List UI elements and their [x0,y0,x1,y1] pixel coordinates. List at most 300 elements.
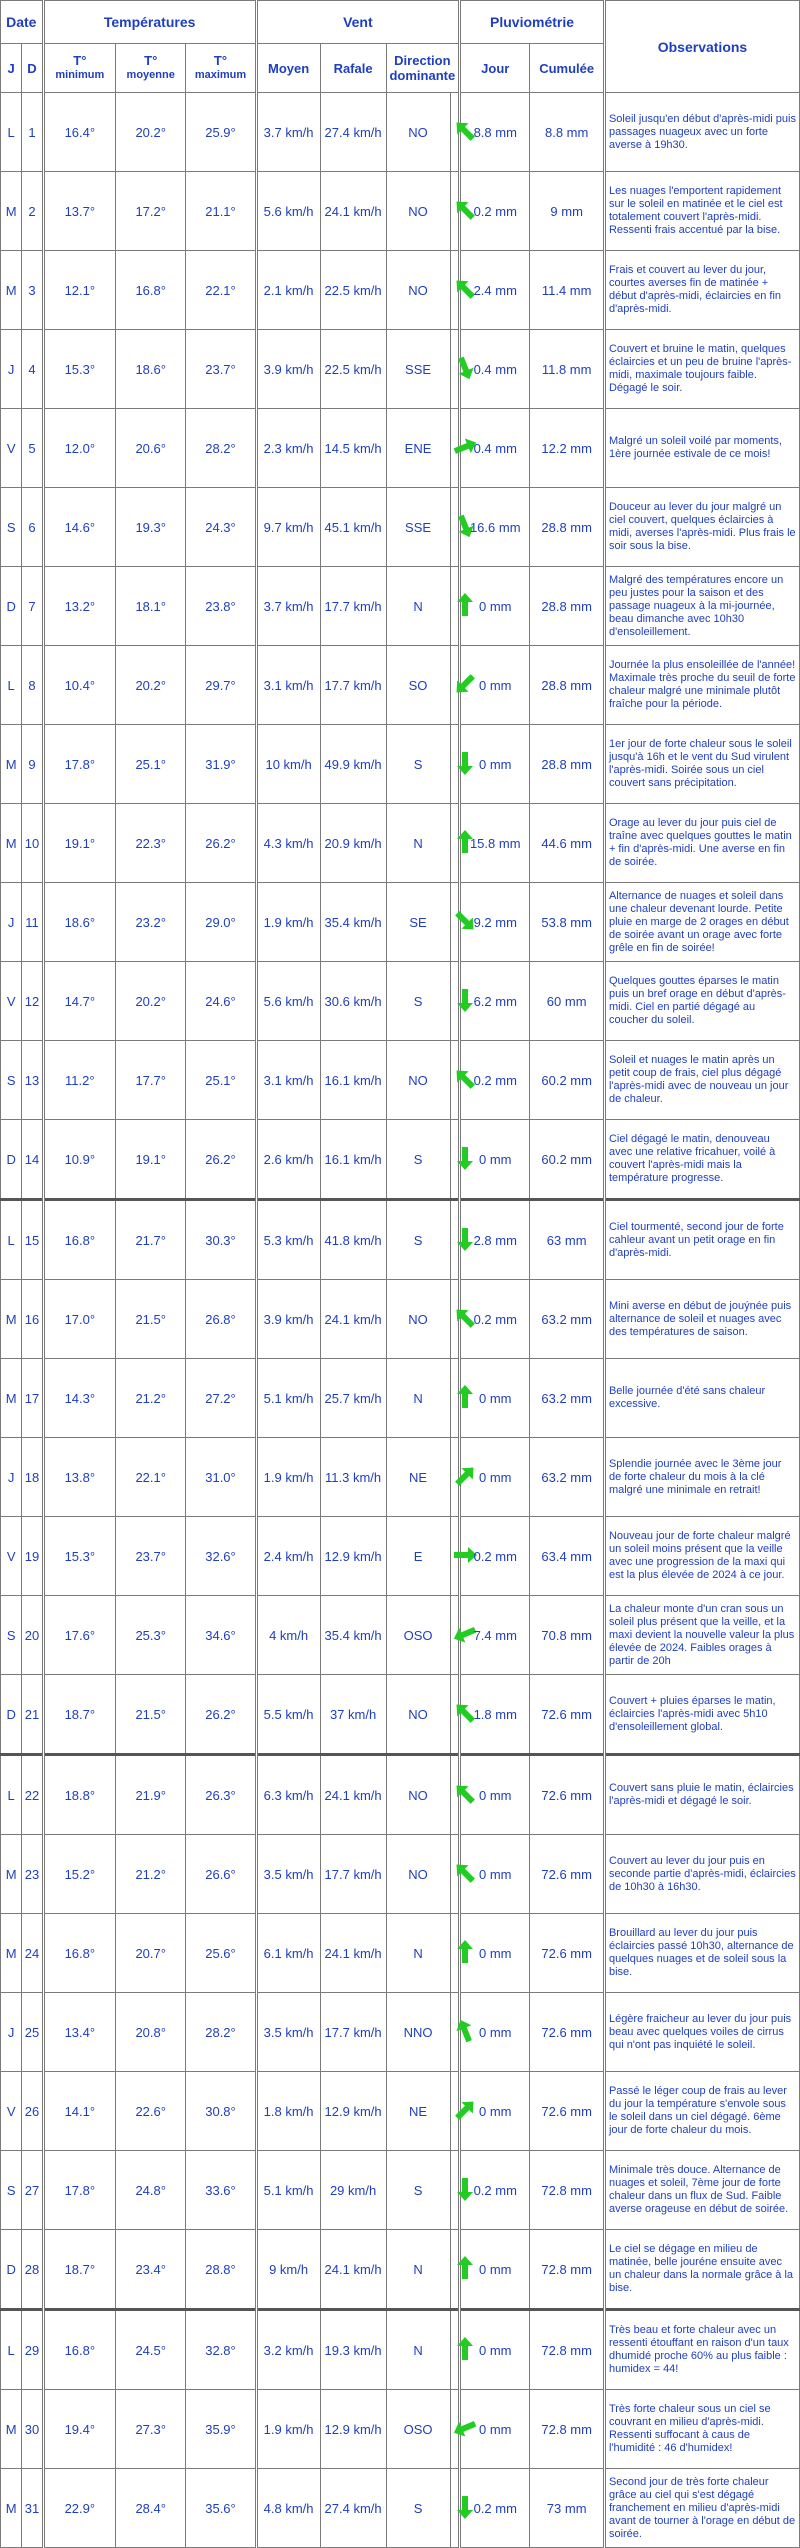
observation-cell: Splendie journée avec le 3ème jour de forte chaleur du mois à la clé malgré une minimale en retrait! [604,1438,799,1517]
temp-min-cell: 11.2° [43,1041,115,1120]
temp-avg-cell: 24.5° [116,2310,186,2390]
rain-cumulative-cell: 72.8 mm [530,2230,605,2310]
wind-direction-cell: NO [386,1041,450,1120]
temp-min-cell: 13.7° [43,172,115,251]
observation-cell: Soleil et nuages le matin après un petit coup de frais, ciel plus dégagé l'après-midi avec de nouveau un jour de chaleur. [604,1041,799,1120]
observation-cell: Le ciel se dégage en milieu de matinée, belle jouréne ensuite avec un chaleur dans la normale grâce à la bise. [604,2230,799,2310]
wind-arrow-cell [450,1280,460,1359]
temp-min-cell: 10.9° [43,1120,115,1200]
wind-arrow-cell [450,251,460,330]
rain-cumulative-cell: 63.4 mm [530,1517,605,1596]
weekday-cell: V [1,1517,22,1596]
wind-avg-cell: 3.7 km/h [256,567,320,646]
wind-avg-cell: 5.6 km/h [256,962,320,1041]
weekday-cell: M [1,172,22,251]
temp-min-cell: 17.6° [43,1596,115,1675]
temp-max-cell: 21.1° [186,172,256,251]
weekday-cell: D [1,567,22,646]
day-number-cell: 9 [22,725,43,804]
rain-day-cell: 0 mm [460,646,530,725]
wind-gust-cell: 20.9 km/h [320,804,386,883]
temp-avg-cell: 22.6° [116,2072,186,2151]
weekday-cell: V [1,2072,22,2151]
wind-gust-cell: 49.9 km/h [320,725,386,804]
observation-cell: Mini averse en début de jouýnée puis alternance de soleil et nuages avec des températures de saison. [604,1280,799,1359]
temp-min-cell: 18.8° [43,1755,115,1835]
observation-cell: Brouillard au lever du jour puis éclaircies passé 10h30, alternance de quelques nuages et de soleil sous la bise. [604,1914,799,1993]
temp-max-cell: 26.6° [186,1835,256,1914]
rain-cumulative-cell: 72.6 mm [530,1914,605,1993]
wind-arrow-cell [450,93,460,172]
temp-avg-cell: 27.3° [116,2390,186,2469]
wind-arrow-cell [450,409,460,488]
wind-arrow-cell [450,725,460,804]
observation-cell: Très beau et forte chaleur avec un ressenti étouffant en raison d'un taux dhumidé proche 60% au plus faible : humidex = 44! [604,2310,799,2390]
weekday-cell: S [1,1041,22,1120]
wind-direction-cell: S [386,2469,450,2548]
wind-gust-cell: 17.7 km/h [320,567,386,646]
table-row [1,567,800,646]
rain-cumulative-cell: 60.2 mm [530,1120,605,1200]
temp-avg-cell: 16.8° [116,251,186,330]
weekday-cell: M [1,2469,22,2548]
day-number-cell: 27 [22,2151,43,2230]
wind-gust-cell: 30.6 km/h [320,962,386,1041]
wind-arrow-cell [450,2310,460,2390]
observation-cell: Légère fraicheur au lever du jour puis beau avec quelques voiles de cirrus qui n'ont pas inquiété le soleil. [604,1993,799,2072]
temp-min-cell: 12.0° [43,409,115,488]
wind-avg-cell: 4 km/h [256,1596,320,1675]
rain-day-cell: 0 mm [460,567,530,646]
rain-cumulative-cell: 63 mm [530,1200,605,1280]
observation-cell: Ciel tourmenté, second jour de forte cahleur avant un petit orage en fin d'après-midi. [604,1200,799,1280]
wind-gust-cell: 12.9 km/h [320,1517,386,1596]
wind-direction-cell: S [386,725,450,804]
wind-gust-cell: 41.8 km/h [320,1200,386,1280]
weekday-cell: D [1,1675,22,1755]
temp-max-cell: 35.6° [186,2469,256,2548]
wind-gust-cell: 17.7 km/h [320,1835,386,1914]
rain-cumulative-cell: 72.8 mm [530,2310,605,2390]
header-jour-num: D [22,44,43,93]
rain-day-cell: 0.2 mm [460,1041,530,1120]
table-row [1,1517,800,1596]
wind-arrow-cell [450,646,460,725]
temp-min-cell: 14.6° [43,488,115,567]
temp-max-cell: 25.6° [186,1914,256,1993]
header-pluie-jour: Jour [460,44,530,93]
rain-day-cell: 0 mm [460,1120,530,1200]
temp-avg-cell: 18.6° [116,330,186,409]
temp-max-cell: 25.1° [186,1041,256,1120]
rain-day-cell: 0.2 mm [460,2151,530,2230]
rain-day-cell: 0 mm [460,2230,530,2310]
wind-direction-cell: N [386,2230,450,2310]
rain-day-cell: 0 mm [460,1438,530,1517]
weekday-cell: V [1,962,22,1041]
temp-min-cell: 16.8° [43,1914,115,1993]
table-row [1,883,800,962]
temp-max-cell: 29.0° [186,883,256,962]
table-row [1,1596,800,1675]
weekday-cell: S [1,1596,22,1675]
wind-avg-cell: 1.9 km/h [256,883,320,962]
temp-max-cell: 27.2° [186,1359,256,1438]
observation-cell: Belle journée d'été sans chaleur excessive. [604,1359,799,1438]
day-number-cell: 25 [22,1993,43,2072]
wind-direction-cell: SSE [386,488,450,567]
rain-day-cell: 2.8 mm [460,1200,530,1280]
day-number-cell: 8 [22,646,43,725]
rain-day-cell: 0 mm [460,2310,530,2390]
observation-cell: Alternance de nuages et soleil dans une chaleur devenant lourde. Petite pluie en marge de 2 orages en début de soirée avant un orage avec forte grêle en fin de soirée! [604,883,799,962]
wind-direction-cell: N [386,1359,450,1438]
table-row [1,1200,800,1280]
day-number-cell: 30 [22,2390,43,2469]
wind-arrow-icon [451,1383,479,1411]
wind-arrow-cell [450,1914,460,1993]
wind-avg-cell: 9.7 km/h [256,488,320,567]
wind-gust-cell: 22.5 km/h [320,330,386,409]
wind-direction-cell: OSO [386,2390,450,2469]
table-row [1,93,800,172]
temp-max-cell: 24.6° [186,962,256,1041]
table-row [1,2230,800,2310]
wind-gust-cell: 35.4 km/h [320,1596,386,1675]
temp-min-cell: 18.7° [43,2230,115,2310]
wind-arrow-icon [451,2414,479,2442]
temp-min-cell: 17.8° [43,2151,115,2230]
temp-avg-cell: 23.7° [116,1517,186,1596]
rain-cumulative-cell: 9 mm [530,172,605,251]
weekday-cell: M [1,1359,22,1438]
temp-max-cell: 26.2° [186,804,256,883]
table-row [1,1120,800,1200]
weekday-cell: V [1,409,22,488]
wind-direction-cell: SE [386,883,450,962]
wind-arrow-cell [450,1120,460,1200]
rain-cumulative-cell: 73 mm [530,2469,605,2548]
rain-cumulative-cell: 70.8 mm [530,1596,605,1675]
day-number-cell: 23 [22,1835,43,1914]
wind-gust-cell: 22.5 km/h [320,251,386,330]
temp-max-cell: 28.2° [186,409,256,488]
rain-day-cell: 0 mm [460,2072,530,2151]
day-number-cell: 15 [22,1200,43,1280]
temp-avg-cell: 19.3° [116,488,186,567]
temp-max-cell: 26.2° [186,1675,256,1755]
observation-cell: Passé le léger coup de frais au lever du jour la température s'envole sous le soleil dans un ciel dégagé. 6ème jour de forte chaleur du mois. [604,2072,799,2151]
wind-gust-cell: 24.1 km/h [320,1280,386,1359]
temp-max-cell: 22.1° [186,251,256,330]
temp-avg-cell: 17.7° [116,1041,186,1120]
wind-arrow-cell [450,330,460,409]
wind-direction-cell: S [386,962,450,1041]
observation-cell: Couvert + pluies éparses le matin, éclaircies l'après-midi avec 5h10 d'ensoleillement global. [604,1675,799,1755]
table-row [1,1835,800,1914]
observation-cell: Second jour de très forte chaleur grâce au ciel qui s'est dégagé franchement en milieu d'après-midi avant de tourner à l'orage en début de soirée. [604,2469,799,2548]
observation-cell: La chaleur monte d'un cran sous un soleil plus présent que la veille, et la maxi devient la nouvelle valeur la plus élevée de 2024. Faibles orages à partir de 20h [604,1596,799,1675]
wind-gust-cell: 24.1 km/h [320,1755,386,1835]
header-direction: Direction dominante [386,44,460,93]
day-number-cell: 1 [22,93,43,172]
wind-gust-cell: 27.4 km/h [320,93,386,172]
wind-gust-cell: 29 km/h [320,2151,386,2230]
temp-min-cell: 17.0° [43,1280,115,1359]
table-row [1,2310,800,2390]
rain-cumulative-cell: 72.8 mm [530,2151,605,2230]
wind-avg-cell: 5.5 km/h [256,1675,320,1755]
table-row [1,1755,800,1835]
wind-gust-cell: 11.3 km/h [320,1438,386,1517]
rain-day-cell: 0.2 mm [460,1280,530,1359]
wind-direction-cell: NO [386,1280,450,1359]
wind-arrow-icon [451,1144,479,1172]
weekday-cell: L [1,93,22,172]
header-date: Date [1,1,44,44]
day-number-cell: 31 [22,2469,43,2548]
wind-avg-cell: 10 km/h [256,725,320,804]
temp-avg-cell: 20.2° [116,93,186,172]
wind-arrow-icon [451,2096,479,2124]
rain-day-cell: 0.2 mm [460,2469,530,2548]
wind-gust-cell: 14.5 km/h [320,409,386,488]
wind-direction-cell: S [386,1120,450,1200]
temp-avg-cell: 21.5° [116,1280,186,1359]
day-number-cell: 13 [22,1041,43,1120]
header-tmax: T° maximum [186,44,256,93]
temp-avg-cell: 20.2° [116,962,186,1041]
header-pluie-cumulee: Cumulée [530,44,605,93]
wind-direction-cell: NE [386,2072,450,2151]
rain-day-cell: 0.2 mm [460,1517,530,1596]
wind-arrow-cell [450,883,460,962]
day-number-cell: 26 [22,2072,43,2151]
weekday-cell: L [1,1200,22,1280]
observation-cell: Très forte chaleur sous un ciel se couvrant en milieu d'après-midi. Ressenti suffocant à caus de l'humidité : 46 d'humidex! [604,2390,799,2469]
rain-day-cell: 7.4 mm [460,1596,530,1675]
table-row [1,804,800,883]
rain-day-cell: 16.6 mm [460,488,530,567]
day-number-cell: 20 [22,1596,43,1675]
wind-avg-cell: 6.1 km/h [256,1914,320,1993]
wind-arrow-cell [450,2469,460,2548]
temp-min-cell: 18.7° [43,1675,115,1755]
wind-arrow-icon [451,1859,479,1887]
temp-avg-cell: 21.5° [116,1675,186,1755]
weekday-cell: M [1,725,22,804]
temp-min-cell: 15.2° [43,1835,115,1914]
rain-cumulative-cell: 72.8 mm [530,2390,605,2469]
wind-avg-cell: 4.8 km/h [256,2469,320,2548]
temp-max-cell: 28.8° [186,2230,256,2310]
wind-direction-cell: E [386,1517,450,1596]
temp-min-cell: 13.4° [43,1993,115,2072]
wind-arrow-cell [450,1200,460,1280]
rain-cumulative-cell: 28.8 mm [530,646,605,725]
rain-cumulative-cell: 12.2 mm [530,409,605,488]
day-number-cell: 28 [22,2230,43,2310]
weekday-cell: D [1,2230,22,2310]
table-row [1,646,800,725]
temp-avg-cell: 21.2° [116,1835,186,1914]
temp-avg-cell: 28.4° [116,2469,186,2548]
rain-day-cell: 1.8 mm [460,1675,530,1755]
wind-gust-cell: 35.4 km/h [320,883,386,962]
temp-max-cell: 33.6° [186,2151,256,2230]
wind-direction-cell: NO [386,1675,450,1755]
wind-gust-cell: 27.4 km/h [320,2469,386,2548]
temp-max-cell: 31.9° [186,725,256,804]
wind-arrow-icon [451,2254,479,2282]
temp-min-cell: 12.1° [43,251,115,330]
temp-min-cell: 14.1° [43,2072,115,2151]
observation-cell: Minimale très douce. Alternance de nuages et soleil, 7ème jour de forte chaleur dans un flux de Sud. Faible averse orageuse en début de soirée. [604,2151,799,2230]
rain-day-cell: 0.4 mm [460,409,530,488]
wind-direction-cell: NO [386,1755,450,1835]
rain-cumulative-cell: 28.8 mm [530,725,605,804]
wind-gust-cell: 17.7 km/h [320,646,386,725]
temp-min-cell: 15.3° [43,1517,115,1596]
observation-cell: Malgré un soleil voilé par moments, 1ère journée estivale de ce mois! [604,409,799,488]
wind-avg-cell: 1.9 km/h [256,1438,320,1517]
wind-avg-cell: 3.9 km/h [256,330,320,409]
day-number-cell: 6 [22,488,43,567]
rain-day-cell: 0 mm [460,725,530,804]
wind-avg-cell: 6.3 km/h [256,1755,320,1835]
rain-cumulative-cell: 63.2 mm [530,1359,605,1438]
temp-min-cell: 16.8° [43,2310,115,2390]
temp-min-cell: 17.8° [43,725,115,804]
wind-direction-cell: NO [386,172,450,251]
rain-cumulative-cell: 63.2 mm [530,1438,605,1517]
temp-avg-cell: 22.1° [116,1438,186,1517]
temp-avg-cell: 20.8° [116,1993,186,2072]
day-number-cell: 7 [22,567,43,646]
temp-max-cell: 25.9° [186,93,256,172]
rain-cumulative-cell: 60.2 mm [530,1041,605,1120]
day-number-cell: 3 [22,251,43,330]
table-row [1,2390,800,2469]
table-row [1,2072,800,2151]
rain-day-cell: 2.4 mm [460,251,530,330]
table-row [1,725,800,804]
wind-gust-cell: 45.1 km/h [320,488,386,567]
weekday-cell: J [1,330,22,409]
observation-cell: 1er jour de forte chaleur sous le soleil jusqu'à 16h et le vent du Sud virulent l'après-midi. Soirée sous un ciel couvert sans précipitation. [604,725,799,804]
wind-arrow-cell [450,1596,460,1675]
observation-cell: Quelques gouttes éparses le matin puis un bref orage en début d'après-midi. Ciel en partié dégagé au coucher du soleil. [604,962,799,1041]
day-number-cell: 18 [22,1438,43,1517]
temp-max-cell: 31.0° [186,1438,256,1517]
weekday-cell: L [1,646,22,725]
weekday-cell: M [1,1280,22,1359]
wind-direction-cell: NNO [386,1993,450,2072]
wind-arrow-cell [450,1675,460,1755]
wind-gust-cell: 12.9 km/h [320,2072,386,2151]
wind-direction-cell: S [386,1200,450,1280]
day-number-cell: 17 [22,1359,43,1438]
wind-gust-cell: 16.1 km/h [320,1120,386,1200]
temp-max-cell: 26.3° [186,1755,256,1835]
wind-arrow-cell [450,1438,460,1517]
weekday-cell: M [1,2390,22,2469]
wind-avg-cell: 3.5 km/h [256,1835,320,1914]
table-row [1,1041,800,1120]
wind-avg-cell: 5.3 km/h [256,1200,320,1280]
wind-arrow-cell [450,567,460,646]
observation-cell: Ciel dégagé le matin, denouveau avec une relative fricahuer, voilé à couvert l'après-midi mais la température progresse. [604,1120,799,1200]
weekday-cell: L [1,1755,22,1835]
wind-avg-cell: 4.3 km/h [256,804,320,883]
wind-arrow-cell [450,1359,460,1438]
wind-arrow-icon [451,670,479,698]
day-number-cell: 12 [22,962,43,1041]
observation-cell: Couvert et bruine le matin, quelques éclaircies et un peu de bruine l'après-midi, maximale toujours faible. Dégagé le soir. [604,330,799,409]
weekday-cell: J [1,1438,22,1517]
day-number-cell: 2 [22,172,43,251]
rain-cumulative-cell: 53.8 mm [530,883,605,962]
rain-cumulative-cell: 60 mm [530,962,605,1041]
temp-avg-cell: 20.6° [116,409,186,488]
wind-arrow-cell [450,1041,460,1120]
wind-direction-cell: N [386,1914,450,1993]
wind-arrow-icon [451,1780,479,1808]
wind-direction-cell: S [386,2151,450,2230]
day-number-cell: 19 [22,1517,43,1596]
rain-day-cell: 0 mm [460,1914,530,1993]
table-row [1,172,800,251]
weekday-cell: M [1,1914,22,1993]
wind-gust-cell: 16.1 km/h [320,1041,386,1120]
wind-direction-cell: SO [386,646,450,725]
rain-cumulative-cell: 28.8 mm [530,567,605,646]
temp-avg-cell: 17.2° [116,172,186,251]
observation-cell: Couvert sans pluie le matin, éclaircies l'après-midi et dégagé le soir. [604,1755,799,1835]
temp-max-cell: 35.9° [186,2390,256,2469]
wind-gust-cell: 37 km/h [320,1675,386,1755]
rain-day-cell: 15.8 mm [460,804,530,883]
wind-arrow-cell [450,1835,460,1914]
temp-max-cell: 32.8° [186,2310,256,2390]
day-number-cell: 16 [22,1280,43,1359]
day-number-cell: 22 [22,1755,43,1835]
wind-arrow-cell [450,2390,460,2469]
rain-day-cell: 0 mm [460,1359,530,1438]
observation-cell: Couvert au lever du jour puis en seconde partie d'après-midi, éclaircies de 10h30 à 16h30. [604,1835,799,1914]
wind-gust-cell: 19.3 km/h [320,2310,386,2390]
header-tmin: T° minimum [43,44,115,93]
table-row [1,409,800,488]
table-row [1,2151,800,2230]
rain-cumulative-cell: 72.6 mm [530,1755,605,1835]
table-row [1,1993,800,2072]
header-tmoy: T° moyenne [116,44,186,93]
wind-gust-cell: 17.7 km/h [320,1993,386,2072]
rain-day-cell: 8.8 mm [460,93,530,172]
wind-avg-cell: 1.9 km/h [256,2390,320,2469]
temp-min-cell: 10.4° [43,646,115,725]
wind-avg-cell: 2.3 km/h [256,409,320,488]
day-number-cell: 24 [22,1914,43,1993]
wind-direction-cell: N [386,567,450,646]
temp-min-cell: 19.4° [43,2390,115,2469]
wind-gust-cell: 24.1 km/h [320,172,386,251]
table-row [1,251,800,330]
wind-arrow-cell [450,488,460,567]
temp-max-cell: 26.8° [186,1280,256,1359]
table-row [1,1280,800,1359]
